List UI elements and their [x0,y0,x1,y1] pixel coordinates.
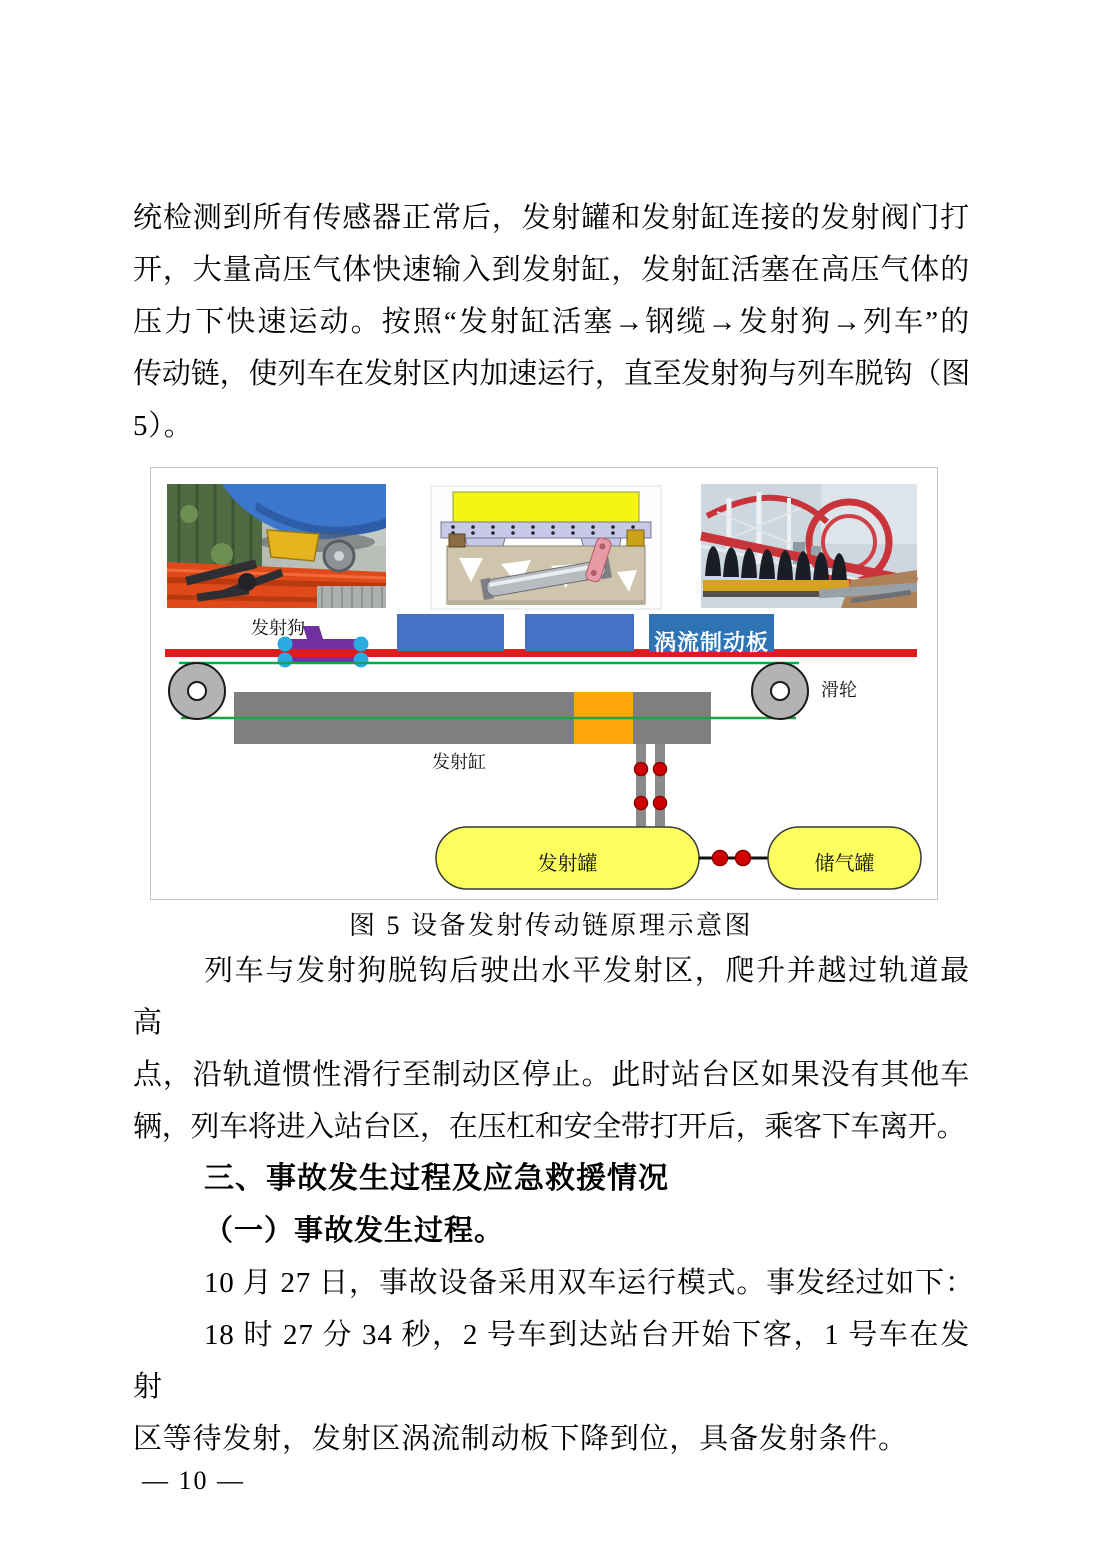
body-line: 列车与发射狗脱钩后驶出水平发射区，爬升并越过轨道最高 [133,955,970,1039]
body-line: 辆，列车将进入站台区，在压杠和安全带打开后，乘客下车离开。 [133,1111,966,1143]
body-line: 5）。 [133,410,194,442]
paragraph-launch-process [133,192,970,452]
train-block [525,614,634,651]
body-line: 统检测到所有传感器正常后，发射罐和发射缸连接的发射阀门打 [133,202,970,234]
pulley-left [169,663,225,719]
body-line: 压力下快速运动。按照“发射缸活塞→钢缆→发射狗→列车”的 [133,306,970,338]
figure-5-launch-chain-diagram [150,467,938,900]
label-launch-cylinder: 发射缸 [432,752,486,772]
subsection-heading: （一）事故发生过程。 [204,1215,505,1247]
body-line: 18 时 27 分 34 秒，2 号车到达站台开始下客，1 号车在发射 [133,1319,970,1403]
gas-pipe [636,744,646,828]
photo-roller-coaster [701,484,917,608]
paragraph-post-launch [133,945,975,1465]
figure-caption: 图 5 设备发射传动链原理示意图 [348,911,753,940]
body-line: 10 月 27 日，事故设备采用双车运行模式。事发经过如下： [204,1267,975,1299]
label-launch-tank: 发射罐 [537,853,598,875]
section-heading: 三、事故发生过程及应急救援情况 [204,1162,669,1195]
pulley-right [752,663,808,719]
body-line: 传动链，使列车在发射区内加速运行，直至发射狗与列车脱钩（图 [133,358,970,390]
cad-launch-mechanism [431,486,661,609]
label-pulley: 滑轮 [821,680,857,700]
body-line: 区等待发射，发射区涡流制动板下降到位，具备发射条件。 [133,1423,908,1455]
figure-graphics [151,468,937,899]
body-line: 开，大量高压气体快速输入到发射缸，发射缸活塞在高压气体的 [133,254,970,286]
photo-launch-dog [167,484,386,608]
label-storage-tank: 储气罐 [814,853,875,875]
body-line: 点，沿轨道惯性滑行至制动区停止。此时站台区如果没有其他车 [133,1059,970,1091]
train-block [397,614,504,651]
gas-pipe [655,744,665,828]
page-number: — 10 — [142,1466,245,1495]
launch-dog-tab [303,626,323,639]
label-launch-dog: 发射狗 [251,618,305,638]
label-eddy-brake-plate: 涡流制动板 [653,630,769,655]
